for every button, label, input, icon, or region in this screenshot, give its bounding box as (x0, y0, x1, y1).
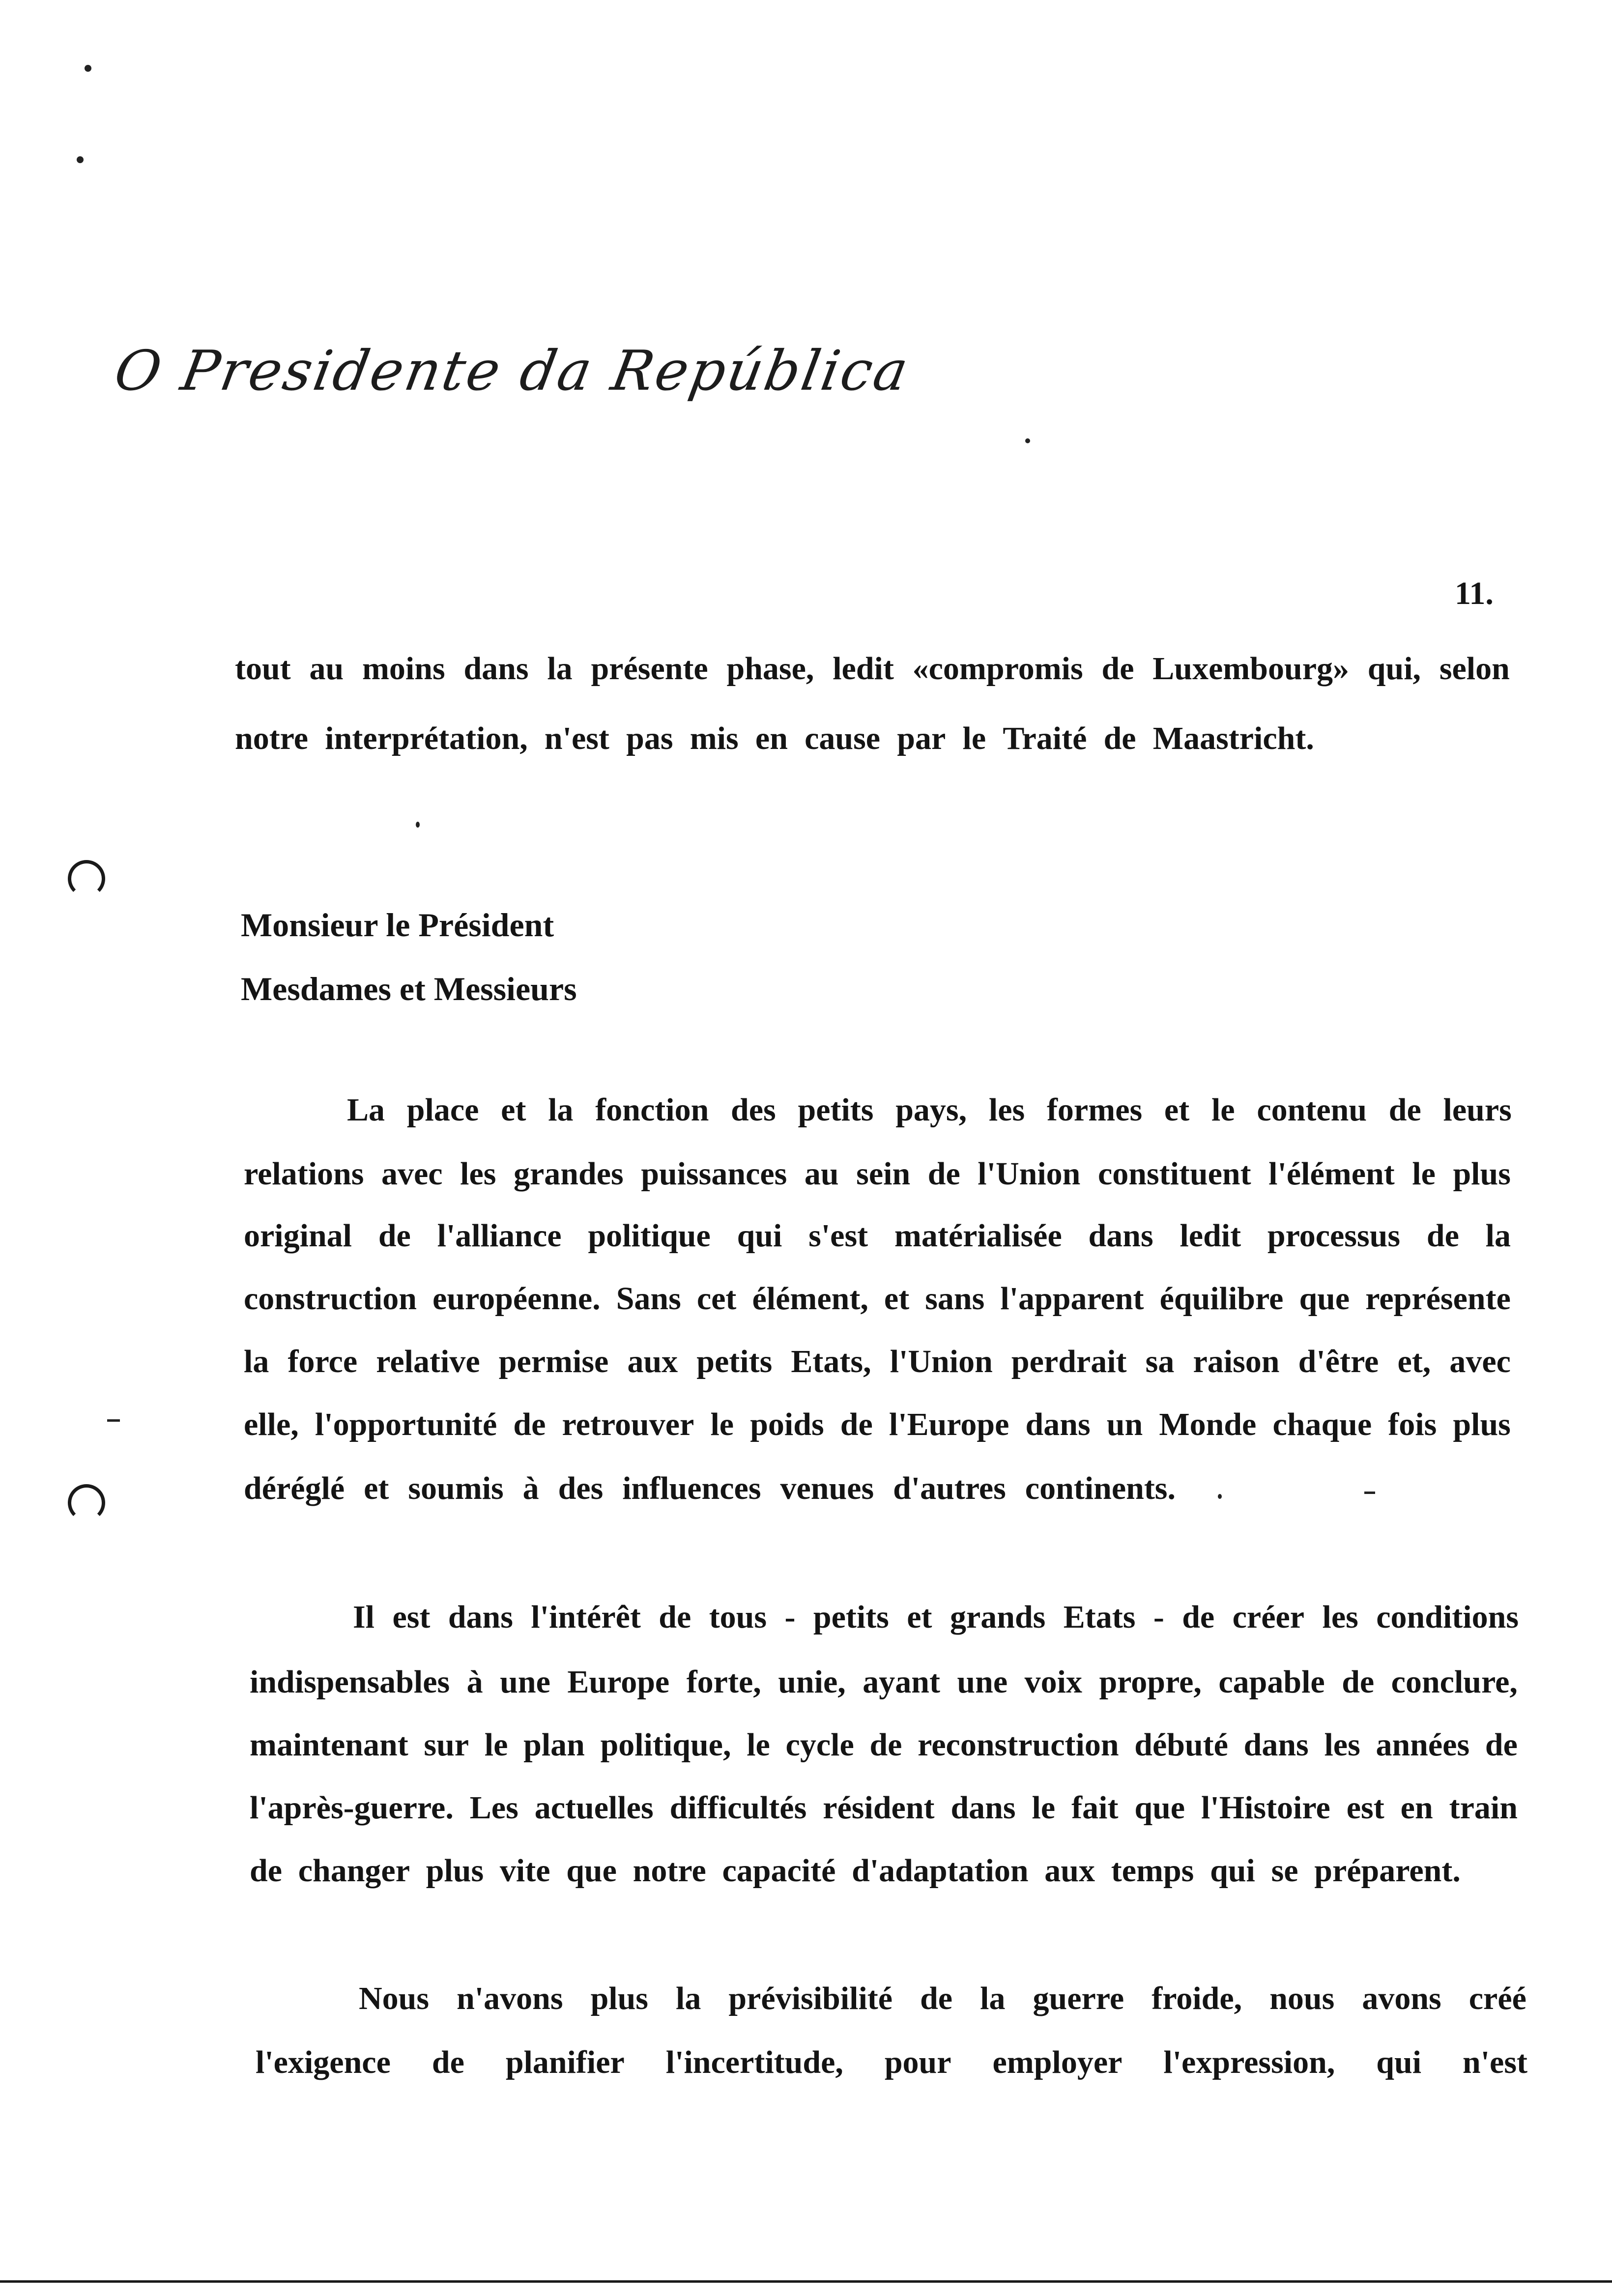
word: Traité (1003, 720, 1087, 756)
punch-hole (68, 1484, 105, 1521)
word: cet (696, 1281, 737, 1317)
letterhead: O Presidente da República (110, 339, 915, 403)
word: ayant (863, 1664, 940, 1700)
word: Maastricht. (1152, 720, 1314, 756)
word: dans (1088, 1218, 1153, 1254)
word: les (988, 1092, 1025, 1128)
word: est (392, 1599, 431, 1635)
word: l'exigence (256, 2044, 391, 2080)
word: en (1400, 1790, 1433, 1826)
word: raison (1193, 1344, 1280, 1379)
word: petits (813, 1599, 889, 1635)
word: conditions (1376, 1599, 1519, 1635)
word: plus (590, 1980, 648, 2016)
word: Les (469, 1790, 518, 1826)
word: Nous (359, 1980, 430, 2016)
scan-speck (416, 822, 420, 828)
word: ledit (1180, 1218, 1241, 1254)
word: pays, (895, 1092, 967, 1128)
paragraph-2-line-7 (244, 1472, 1176, 1505)
word: politique (588, 1218, 711, 1254)
scan-mark (107, 1419, 120, 1422)
word: aux (1044, 1853, 1095, 1889)
word: contenu (1257, 1092, 1367, 1128)
word: n'est (544, 720, 609, 756)
word: retrouver (562, 1406, 694, 1442)
word: plus (1453, 1406, 1511, 1442)
word: de (1182, 1599, 1215, 1635)
word: avec (1449, 1344, 1511, 1379)
word: constituent (1097, 1156, 1251, 1192)
scan-speck (85, 65, 91, 72)
word: ledit (833, 651, 894, 687)
word: le (484, 1727, 508, 1763)
word: le (1211, 1092, 1235, 1128)
word: de (1485, 1727, 1518, 1763)
word: en (755, 720, 788, 756)
word: et (501, 1092, 526, 1128)
word: soumis (408, 1470, 504, 1506)
word: n'est (1463, 2044, 1527, 2080)
word: des (558, 1470, 604, 1506)
word: à (466, 1664, 483, 1700)
word: le (1032, 1790, 1056, 1826)
word: des (731, 1092, 776, 1128)
word: fois (1388, 1406, 1437, 1442)
word: voix (1024, 1664, 1082, 1700)
paragraph-1-line-2 (235, 722, 1314, 755)
paragraph-2-line-2 (244, 1158, 1511, 1190)
word: vite (499, 1853, 550, 1889)
word: avons (1362, 1980, 1441, 2016)
word: de (659, 1599, 691, 1635)
word: que (566, 1853, 617, 1889)
word: aux (627, 1344, 678, 1379)
paragraph-2-line-5 (244, 1346, 1511, 1378)
word: de (250, 1853, 282, 1889)
word: Etats (1063, 1599, 1136, 1635)
word: préparent. (1314, 1853, 1461, 1889)
bottom-rule (0, 2280, 1612, 2283)
word: d'adaptation (852, 1853, 1029, 1889)
word: venues (780, 1470, 874, 1506)
word: fonction (595, 1092, 709, 1128)
word: de (927, 1156, 960, 1192)
paragraph-3-line-4 (250, 1792, 1518, 1824)
word: conclure, (1391, 1664, 1518, 1700)
word: une (957, 1664, 1008, 1700)
word: de (1101, 651, 1134, 687)
word: européenne. (432, 1281, 601, 1317)
word: au (309, 651, 344, 687)
paragraph-4-line-1 (359, 1982, 1526, 2015)
word: la (1485, 1218, 1511, 1254)
word: reconstruction (918, 1727, 1119, 1763)
word: influences (622, 1470, 761, 1506)
word: est (1346, 1790, 1384, 1826)
page-number: 11. (1455, 575, 1494, 611)
paragraph-4-line-2 (256, 2046, 1527, 2079)
word: grands (950, 1599, 1046, 1635)
paragraph-2-line-6 (244, 1408, 1511, 1441)
word: employer (992, 2044, 1123, 2080)
word: politique, (600, 1727, 731, 1763)
word: Luxembourg» (1152, 651, 1349, 687)
word: indispensables (250, 1664, 450, 1700)
word: à (522, 1470, 539, 1506)
word: fait (1071, 1790, 1119, 1826)
paragraph-2-line-3 (244, 1220, 1511, 1252)
word: relative (376, 1344, 480, 1379)
salutation-line-2: Mesdames et Messieurs (241, 970, 577, 1007)
word: de (513, 1406, 546, 1442)
word: l'Union (978, 1156, 1081, 1192)
word: prévisibilité (728, 1980, 893, 2016)
word: les (460, 1156, 496, 1192)
word: pour (884, 2044, 951, 2080)
word: froide, (1151, 1980, 1242, 2016)
word: les (1322, 1599, 1358, 1635)
word: qui (737, 1218, 782, 1254)
word: débuté (1134, 1727, 1228, 1763)
word: l'après-guerre. (250, 1790, 454, 1826)
word: plus (1453, 1156, 1511, 1192)
word: sans (925, 1281, 985, 1317)
word: le (1412, 1156, 1436, 1192)
word: original (244, 1218, 352, 1254)
word: de (1388, 1092, 1421, 1128)
paragraph-3-line-5 (250, 1855, 1461, 1887)
word: forte, (686, 1664, 761, 1700)
word: le (747, 1727, 770, 1763)
word: elle, (244, 1406, 299, 1442)
word: de (920, 1980, 953, 2016)
word: unie, (778, 1664, 846, 1700)
word: et, (1397, 1344, 1431, 1379)
word: de (869, 1727, 902, 1763)
word: perdrait (1011, 1344, 1127, 1379)
salutation-line-1: Monsieur le Président (241, 906, 554, 944)
word: qui (1376, 2044, 1422, 2080)
word: et (884, 1281, 910, 1317)
word: l'apparent (1000, 1281, 1144, 1317)
word: qui (1210, 1853, 1255, 1889)
word: grandes (514, 1156, 624, 1192)
word: et (907, 1599, 932, 1635)
word: d'être (1298, 1344, 1379, 1379)
word: continents. (1025, 1470, 1176, 1506)
word: années (1376, 1727, 1470, 1763)
word: qui, (1367, 651, 1421, 687)
word: leurs (1443, 1092, 1512, 1128)
word: un (1106, 1406, 1143, 1442)
scan-speck (1218, 1494, 1222, 1499)
word: pas (626, 720, 673, 756)
word: puissances (641, 1156, 787, 1192)
word: la (547, 651, 573, 687)
word: n'avons (457, 1980, 563, 2016)
word: nous (1269, 1980, 1335, 2016)
word: relations (244, 1156, 364, 1192)
word: petits (798, 1092, 874, 1128)
word: l'élément (1268, 1156, 1395, 1192)
word: cycle (785, 1727, 854, 1763)
word: de (1103, 720, 1136, 756)
word: dans (448, 1599, 513, 1635)
word: l'Histoire (1201, 1790, 1330, 1826)
word: sur (424, 1727, 469, 1763)
word: la (980, 1980, 1006, 2016)
word: Il (353, 1599, 375, 1635)
word: d'autres (893, 1470, 1006, 1506)
word: créé (1468, 1980, 1526, 2016)
word: de (432, 2044, 464, 2080)
word: que (1134, 1790, 1185, 1826)
word: de (840, 1406, 873, 1442)
word: capacité (722, 1853, 836, 1889)
word: l'Europe (889, 1406, 1009, 1442)
paragraph-3-line-3 (250, 1729, 1518, 1761)
word: l'intérêt (531, 1599, 641, 1635)
word: force (288, 1344, 358, 1379)
paragraph-1-line-1 (235, 653, 1510, 685)
word: au (804, 1156, 839, 1192)
word: de (1426, 1218, 1459, 1254)
scan-speck (77, 156, 84, 163)
word: de (378, 1218, 411, 1254)
word: plus (426, 1853, 484, 1889)
word: tout (235, 651, 291, 687)
word: et (1164, 1092, 1190, 1128)
word: les (1324, 1727, 1360, 1763)
word: présente (591, 651, 708, 687)
word: dans (1243, 1727, 1309, 1763)
word: matérialisée (894, 1218, 1062, 1254)
word: tous (709, 1599, 767, 1635)
word: le (710, 1406, 734, 1442)
word: permise (498, 1344, 609, 1379)
word: déréglé (244, 1470, 345, 1506)
word: processus (1267, 1218, 1401, 1254)
word: équilibre (1159, 1281, 1284, 1317)
word: se (1271, 1853, 1298, 1889)
word: la (548, 1092, 574, 1128)
word: l'Union (890, 1344, 993, 1379)
word: difficultés (669, 1790, 807, 1826)
word: la (244, 1344, 269, 1379)
word: capable (1218, 1664, 1325, 1700)
word: actuelles (534, 1790, 654, 1826)
word: et (364, 1470, 389, 1506)
paragraph-2-line-4 (244, 1283, 1511, 1315)
scan-mark (1364, 1492, 1375, 1494)
word: train (1449, 1790, 1518, 1826)
word: que (1299, 1281, 1350, 1317)
word: - (784, 1599, 796, 1635)
word: Sans (616, 1281, 681, 1317)
word: mis (690, 720, 739, 756)
word: dans (950, 1790, 1016, 1826)
word: l'incertitude, (665, 2044, 843, 2080)
word: place (406, 1092, 479, 1128)
word: construction (244, 1281, 417, 1317)
word: une (500, 1664, 550, 1700)
word: planifier (505, 2044, 625, 2080)
word: le (962, 720, 986, 756)
word: représente (1365, 1281, 1511, 1317)
word: l'alliance (437, 1218, 562, 1254)
word: de (1342, 1664, 1375, 1700)
word: l'opportunité (315, 1406, 497, 1442)
word: notre (633, 1853, 706, 1889)
word: poids (750, 1406, 824, 1442)
word: phase, (726, 651, 814, 687)
scan-speck (1025, 438, 1030, 443)
word: Etats, (791, 1344, 871, 1379)
word: petits (696, 1344, 773, 1379)
paragraph-2-line-1 (347, 1094, 1512, 1126)
word: plan (523, 1727, 585, 1763)
word: La (347, 1092, 385, 1128)
word: propre, (1099, 1664, 1202, 1700)
word: temps (1111, 1853, 1194, 1889)
word: avec (381, 1156, 443, 1192)
punch-hole (68, 860, 105, 897)
word: Monde (1159, 1406, 1257, 1442)
word: dans (463, 651, 529, 687)
word: changer (298, 1853, 410, 1889)
word: notre (235, 720, 309, 756)
word: guerre (1033, 1980, 1124, 2016)
word: chaque (1272, 1406, 1372, 1442)
word: selon (1439, 651, 1510, 687)
word: «compromis (912, 651, 1083, 687)
word: l'expression, (1163, 2044, 1335, 2080)
word: sa (1145, 1344, 1175, 1379)
word: formes (1046, 1092, 1143, 1128)
word: maintenant (250, 1727, 408, 1763)
paragraph-3-line-2 (250, 1666, 1518, 1698)
word: Europe (567, 1664, 670, 1700)
word: moins (362, 651, 445, 687)
word: sein (856, 1156, 911, 1192)
word: élément, (752, 1281, 868, 1317)
word: par (897, 720, 946, 756)
word: créer (1232, 1599, 1305, 1635)
paragraph-3-line-1 (353, 1601, 1519, 1634)
word: dans (1025, 1406, 1091, 1442)
word: interprétation, (325, 720, 528, 756)
word: la (676, 1980, 701, 2016)
word: cause (805, 720, 881, 756)
word: s'est (808, 1218, 868, 1254)
word: - (1153, 1599, 1164, 1635)
word: résident (823, 1790, 935, 1826)
